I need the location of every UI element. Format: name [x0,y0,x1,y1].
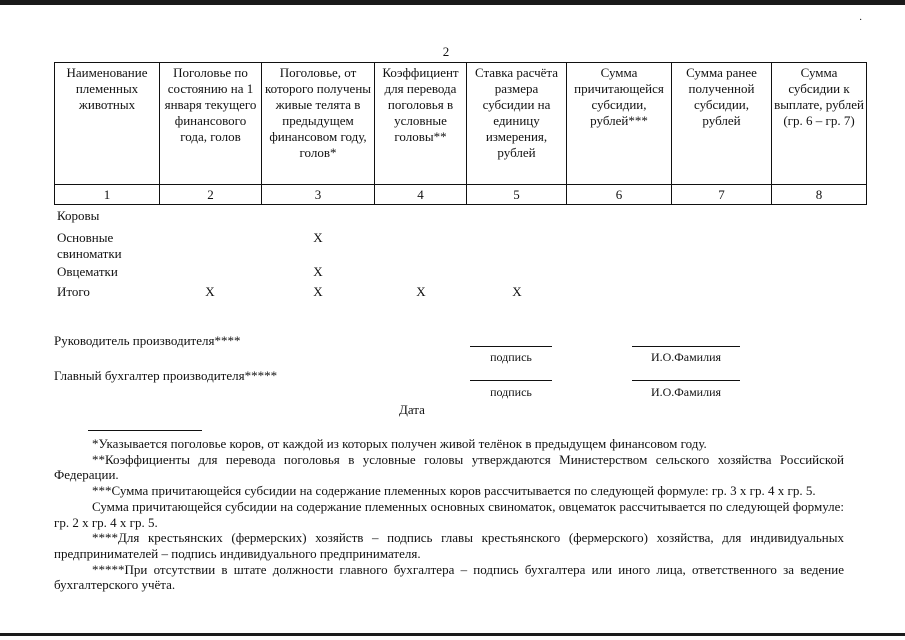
cross-mark: Х [313,264,323,279]
footnote: *****При отсутствии в штате должности главного бухгалтера – подпись бухгалтера или иного лица, ответственного за ведение бухгалтерского учёта. [54,561,844,593]
cross-mark: Х [205,284,215,299]
col-number-5: 5 [467,185,567,205]
scan-speck: · [859,15,863,26]
footnote: ***Сумма причитающейся субсидии на содержание племенных коров рассчитывается по следующей формуле: гр. 3 х гр. 4 х гр. 5. [92,483,816,499]
scan-bottom-edge [0,633,905,636]
header-col-6: Сумма причитающейся субсидии, рублей*** [567,63,672,185]
column-number-row [55,185,867,205]
footnotes [54,436,844,593]
accountant-name-line [632,380,740,381]
footnote: Сумма причитающейся субсидии на содержание племенных основных свиноматок, овцематок рассчитывается по следующей формуле: гр. 2 х гр. 4 х гр. 5. [54,498,844,530]
head-name-line [632,346,740,347]
header-col-3: Поголовье, от которого получены живые телята в предыдущем финансовом году, голов* [262,63,375,185]
date-label: Дата [399,402,425,417]
col-number-3: 3 [262,185,375,205]
col-number-7: 7 [672,185,772,205]
header-col-7: Сумма ранее полученной субсидии, рублей [672,63,772,185]
cross-mark: Х [512,284,522,299]
cross-mark: Х [416,284,426,299]
footnote-separator [88,430,202,431]
col-number-8: 8 [772,185,867,205]
row-label: Коровы [57,208,100,223]
subsidy-table [54,62,867,205]
col-number-4: 4 [375,185,467,205]
accountant-signature-caption: подпись [490,385,532,399]
accountant-signature-label: Главный бухгалтер производителя***** [54,368,278,383]
accountant-signature-line [470,380,552,381]
cross-mark: Х [313,230,323,245]
head-name-caption: И.О.Фамилия [650,350,722,364]
footnote: *Указывается поголовье коров, от каждой из которых получен живой телёнок в предыдущем финансовом году. [92,436,707,451]
page-number: 2 [442,44,450,59]
head-signature-label: Руководитель производителя**** [54,333,241,348]
accountant-name-caption: И.О.Фамилия [650,385,722,399]
header-col-4: Коэффициент для перевода поголовья в условные головы** [375,63,467,185]
header-col-2: Поголовье по состоянию на 1 января текущего финансового года, голов [160,63,262,185]
header-col-1: Наименование племенных животных [55,63,160,185]
head-signature-line [470,346,552,347]
scan-top-edge [0,0,905,5]
row-label: Основные свиноматки [57,230,122,261]
table-header-row [55,63,867,185]
header-col-8: Сумма субсидии к выплате, рублей (гр. 6 – гр. 7) [772,63,867,185]
row-label: Овцематки [57,264,118,279]
cross-mark: Х [313,284,323,299]
header-col-5: Ставка расчёта размера субсидии на единицу измерения, рублей [467,63,567,185]
footnote: ****Для крестьянских (фермерских) хозяйств – подпись главы крестьянского (фермерского) хозяйства, для индивидуальных предпринимателей – подпись индивидуального предпринимателя. [54,530,844,561]
head-signature-caption: подпись [490,350,532,364]
col-number-2: 2 [160,185,262,205]
footnote: **Коэффициенты для перевода поголовья в условные головы утверждаются Министерством сельского хозяйства Российской Федерации. [54,451,844,483]
col-number-6: 6 [567,185,672,205]
col-number-1: 1 [55,185,160,205]
row-label: Итого [57,284,90,299]
